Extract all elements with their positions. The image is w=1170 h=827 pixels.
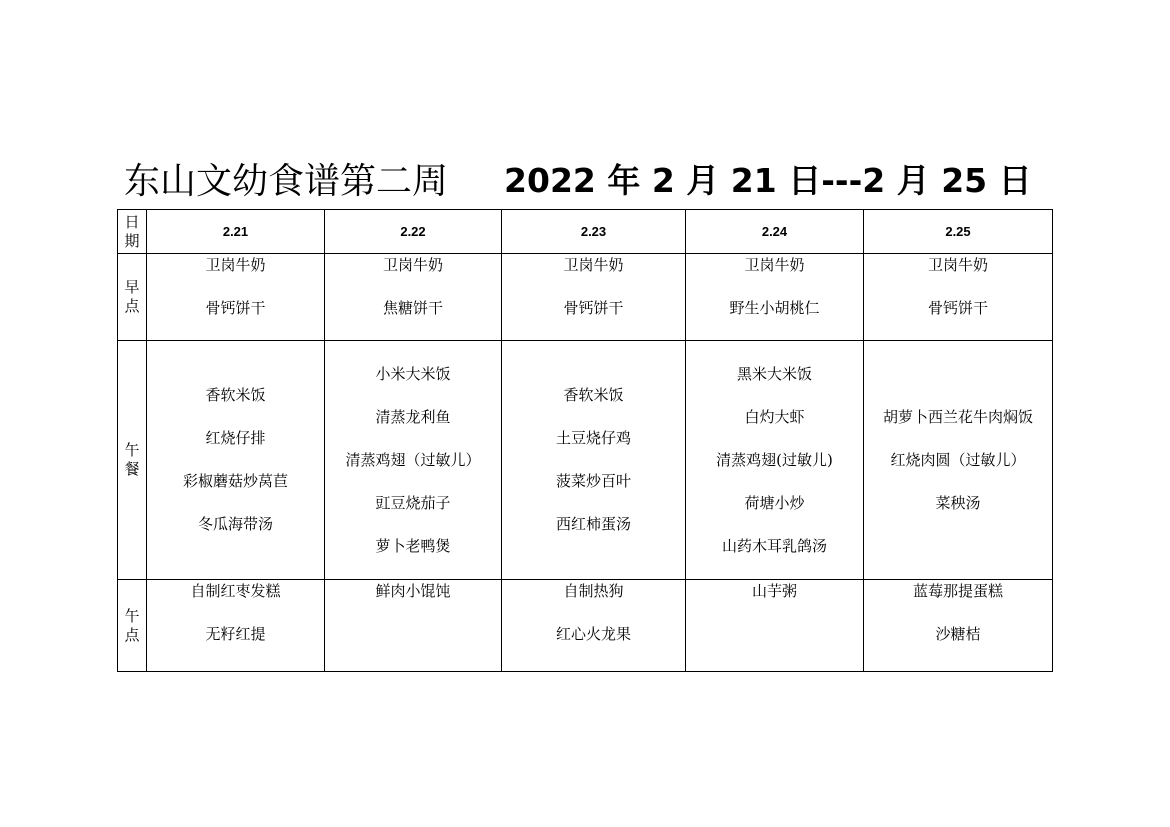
- menu-item: 卫岗牛奶: [205, 256, 266, 274]
- menu-item: 自制热狗: [563, 582, 624, 600]
- date-cell: 2.22: [325, 210, 502, 254]
- menu-item: 红烧肉圆（过敏儿）: [890, 450, 1026, 469]
- menu-item: 卫岗牛奶: [382, 256, 443, 274]
- breakfast-cell: [325, 254, 502, 341]
- menu-item: 骨钙饼干: [205, 299, 266, 317]
- snack-cell: [686, 580, 864, 672]
- menu-item: 山药木耳乳鸽汤: [721, 536, 827, 555]
- breakfast-cell: [147, 254, 325, 341]
- menu-item: 荷塘小炒: [744, 493, 805, 512]
- breakfast-cell: [502, 254, 686, 341]
- breakfast-cell: [686, 254, 864, 341]
- breakfast-cell: [864, 254, 1053, 341]
- row-label-lunch: 午 餐: [118, 341, 147, 580]
- menu-item: 红心火龙果: [555, 625, 631, 643]
- menu-item: 香软米饭: [563, 386, 624, 404]
- lunch-cell: [686, 341, 864, 580]
- menu-item: 清蒸鸡翅(过敏儿): [716, 450, 833, 469]
- menu-title: 东山文幼食谱第二周: [124, 160, 449, 202]
- menu-item: 焦糖饼干: [382, 299, 443, 317]
- menu-item: 豇豆烧茄子: [375, 493, 451, 512]
- menu-item: 卫岗牛奶: [563, 256, 624, 274]
- date-cell: 2.21: [147, 210, 325, 254]
- menu-item: 卫岗牛奶: [744, 256, 805, 274]
- lunch-cell: [325, 341, 502, 580]
- menu-item: 冬瓜海带汤: [197, 515, 273, 533]
- menu-item: 黑米大米饭: [736, 364, 812, 383]
- snack-cell: [325, 580, 502, 672]
- row-label-breakfast: 早 点: [118, 254, 147, 341]
- menu-item: 彩椒蘑菇炒莴苣: [182, 472, 288, 490]
- menu-item: 骨钙饼干: [927, 299, 988, 317]
- snack-cell: [864, 580, 1053, 672]
- lunch-cell: [864, 341, 1053, 580]
- snack-row: [118, 580, 1053, 672]
- menu-item: 清蒸龙利鱼: [375, 407, 451, 426]
- menu-item: 西红柿蛋汤: [555, 515, 631, 533]
- menu-item: 胡萝卜西兰花牛肉焖饭: [882, 407, 1033, 426]
- row-label-snack: 午 点: [118, 580, 147, 672]
- date-cell: 2.25: [864, 210, 1053, 254]
- breakfast-row: [118, 254, 1053, 341]
- menu-item: 清蒸鸡翅（过敏儿）: [345, 450, 481, 469]
- menu-item: 鲜肉小馄饨: [375, 582, 451, 600]
- menu-item: 沙糖桔: [935, 625, 981, 643]
- menu-item: 野生小胡桃仁: [729, 299, 820, 317]
- menu-item: 红烧仔排: [205, 429, 266, 447]
- lunch-cell: [147, 341, 325, 580]
- menu-item: 白灼大虾: [744, 407, 805, 426]
- snack-cell: [502, 580, 686, 672]
- menu-item: 香软米饭: [205, 386, 266, 404]
- menu-item: 自制红枣发糕: [190, 582, 281, 600]
- menu-item: 菜秧汤: [935, 493, 981, 512]
- date-cell: 2.24: [686, 210, 864, 254]
- snack-cell: [147, 580, 325, 672]
- menu-item: 萝卜老鸭煲: [375, 536, 451, 555]
- date-cell: 2.23: [502, 210, 686, 254]
- menu-item: 蓝莓那提蛋糕: [912, 582, 1003, 600]
- lunch-cell: [502, 341, 686, 580]
- menu-item: 骨钙饼干: [563, 299, 624, 317]
- menu-item: 小米大米饭: [375, 364, 451, 383]
- menu-item: 无籽红提: [205, 625, 266, 643]
- menu-item: 山芋粥: [751, 582, 797, 600]
- weekly-menu-table: [117, 209, 1053, 672]
- lunch-row: [118, 341, 1053, 580]
- page-title: [124, 150, 1032, 206]
- date-range: 2022 年 2 月 21 日---2 月 25 日: [504, 160, 1032, 200]
- menu-item: 卫岗牛奶: [927, 256, 988, 274]
- menu-item: 菠菜炒百叶: [555, 472, 631, 490]
- menu-item: 土豆烧仔鸡: [555, 429, 631, 447]
- row-label-date: 日 期: [118, 210, 147, 254]
